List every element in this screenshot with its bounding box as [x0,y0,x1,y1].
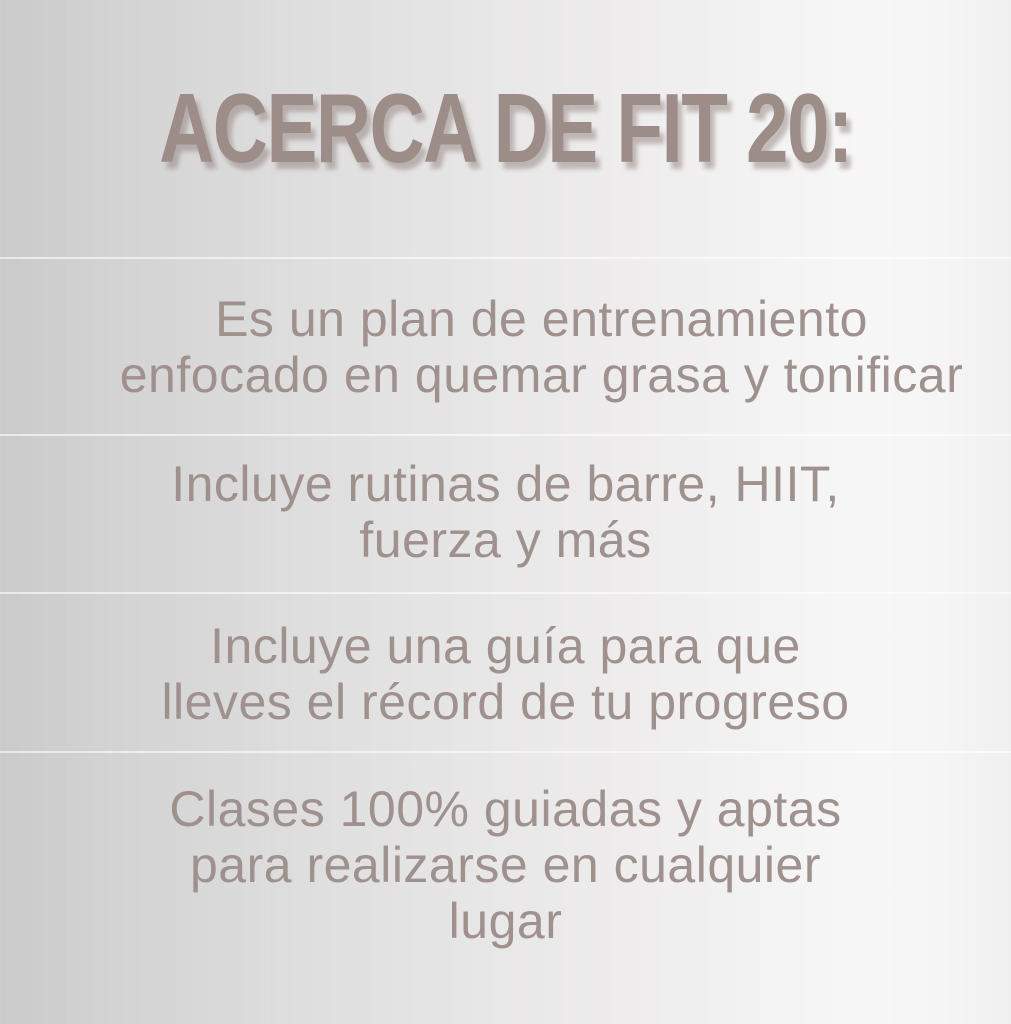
text-line: Incluye una guía para que [210,618,801,674]
text-line: Clases 100% guiadas y aptas [169,781,842,837]
text-line: lleves el récord de tu progreso [161,674,850,730]
section-divider [0,257,1011,259]
about-point-guided-classes [0,781,1011,949]
text-line: lugar [448,893,563,949]
text-line: fuerza y más [359,512,652,568]
page-title: ACERCA DE FIT 20: [159,73,852,183]
section-divider [0,592,1011,594]
about-point-progress-guide [0,618,1011,730]
about-point-training-plan [36,291,1011,403]
about-point-routines [0,456,1011,568]
section-divider [0,434,1011,436]
text-line: para realizarse en cualquier [189,837,822,893]
section-divider [0,751,1011,753]
text-line: Es un plan de entrenamiento [215,291,868,347]
text-line: enfocado en quemar grasa y tonificar [119,347,964,403]
text-line: Incluye rutinas de barre, HIIT, [171,456,840,512]
